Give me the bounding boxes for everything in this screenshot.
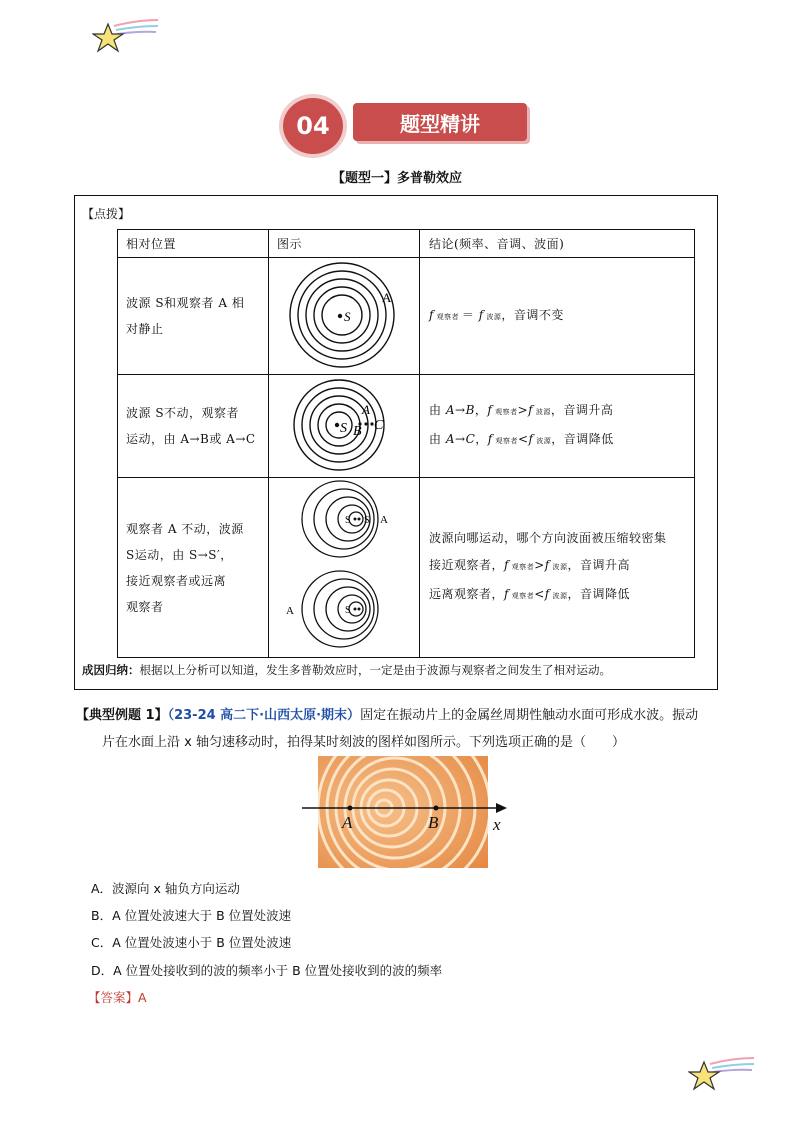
position-line: 运动，由 A→B或 A→C [126, 432, 256, 446]
position-line: 波源 S和观察者 A 相 [126, 296, 245, 310]
option-b: B．A 位置处波速大于 B 位置处波速 [91, 908, 292, 923]
point-label-c: C [374, 417, 384, 433]
summary-text: 根据以上分析可以知道，发生多普勒效应时，一定是由于波源与观察者之间发生了相对运动。 [139, 663, 611, 677]
summary-line [82, 662, 611, 678]
table-row [118, 258, 695, 375]
table-row [118, 478, 695, 658]
observer-motion-diagram [284, 377, 404, 473]
option-a: A．波源向 x 轴负方向运动 [91, 881, 240, 896]
section-number-badge: 04 [283, 98, 343, 154]
option-c: C．A 位置处波速小于 B 位置处波速 [91, 935, 292, 950]
observer-label-a-top: A [380, 514, 389, 526]
example-source: （23-24 高二下·山西太原·期末） [167, 708, 361, 723]
conclusion-line: 接近观察者，f 观察者>f 波源，音调升高 [429, 558, 630, 572]
conclusion-cell [420, 375, 695, 478]
point-label-b: B [353, 423, 363, 439]
column-header-conclusion: 结论(频率、音调、波面) [420, 230, 695, 258]
position-line: S运动，由 S→S′， [126, 547, 233, 562]
example-stem-text-1: 固定在振动片上的金属丝周期性触动水面可形成水波。振动 [360, 708, 699, 723]
conclusion-line: 由 A→B，f 观察者>f 波源，音调升高 [429, 403, 614, 417]
source-label-s: S [345, 515, 352, 526]
axis-label-x: x [493, 815, 501, 834]
position-line: 波源 S不动，观察者 [126, 406, 240, 420]
position-cell [118, 478, 269, 658]
point-label-b: B [428, 813, 439, 832]
example-tag: 【典型例题 1】 [76, 708, 168, 723]
answer-line [88, 988, 147, 1006]
observer-label-a: A [362, 401, 371, 417]
observer-label-a-bottom: A [286, 605, 295, 617]
table-header-row [118, 230, 695, 258]
source-label-s-prime: S [364, 515, 371, 526]
concentric-waves-diagram [284, 260, 404, 370]
conclusion-cell [420, 478, 695, 658]
star-decoration-top [92, 18, 162, 58]
position-cell [118, 375, 269, 478]
diagram-cell-static [269, 258, 420, 375]
answer-label: 【答案】 [88, 990, 139, 1005]
star-decoration-bottom [688, 1056, 758, 1096]
conclusion-line: 由 A→C，f 观察者<f 波源，音调降低 [429, 432, 614, 446]
point-label-a: A [342, 813, 353, 832]
column-header-position: 相对位置 [118, 230, 269, 258]
example-stem-line-1 [76, 704, 698, 723]
diagram-cell-moving-source [269, 478, 420, 658]
example-stem-line-2: 片在水面上沿 x 轴匀速移动时，拍得某时刻波的图样如图所示。下列选项正确的是（ ） [102, 735, 625, 750]
position-line: 对静止 [126, 322, 164, 336]
conclusion-line: f 观察者 ＝ f 波源，音调不变 [429, 307, 564, 322]
option-d: D．A 位置处接收到的波的频率小于 B 位置处接收到的波的频率 [91, 963, 443, 978]
topic-subtitle: 【题型一】多普勒效应 [331, 171, 462, 186]
source-label-s-bottom: S [345, 605, 352, 616]
conclusion-line: 远离观察者，f 观察者<f 波源，音调降低 [429, 587, 630, 601]
observer-label-a: A [382, 289, 392, 305]
position-line: 观察者 A 不动，波源 [126, 521, 244, 536]
conclusion-line: 波源向哪运动，哪个方向波面被压缩较密集 [429, 531, 667, 545]
diagram-cell-moving-observer [269, 375, 420, 478]
source-motion-diagram [282, 479, 406, 653]
position-line: 接近观察者或远离 [126, 573, 227, 588]
source-label-s: S [340, 420, 348, 436]
conclusion-cell [420, 258, 695, 375]
answer-value: A [138, 990, 147, 1005]
column-header-diagram: 图示 [269, 230, 420, 258]
position-line: 观察者 [126, 599, 164, 614]
section-title-banner: 题型精讲 [353, 103, 527, 141]
tips-box-label: 【点拨】 [82, 207, 131, 221]
position-cell [118, 258, 269, 375]
water-wave-figure [300, 756, 515, 872]
summary-prefix: 成因归纳： [82, 663, 140, 677]
source-label-s: S [344, 308, 351, 324]
doppler-table [117, 229, 695, 658]
table-row [118, 375, 695, 478]
